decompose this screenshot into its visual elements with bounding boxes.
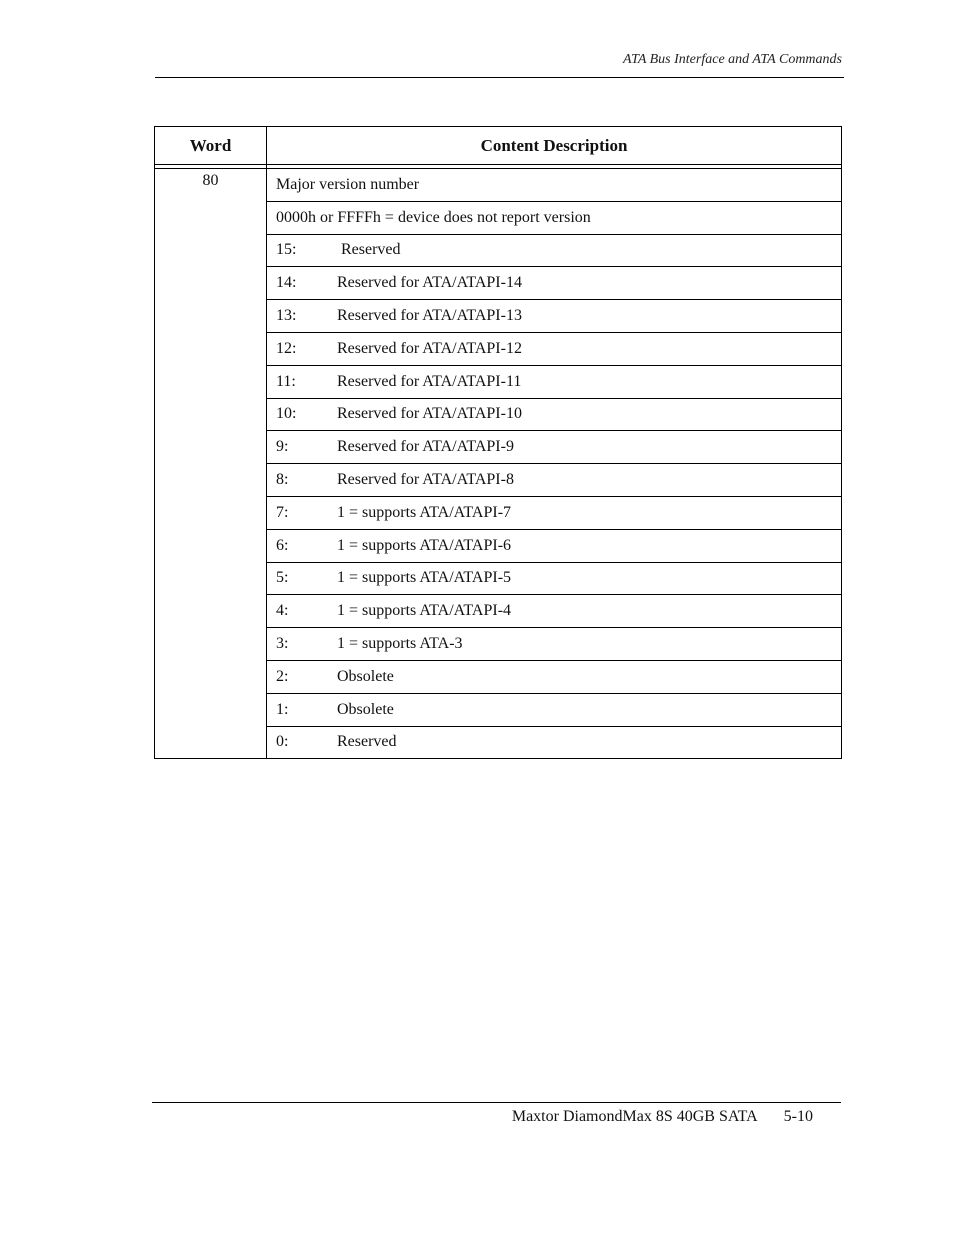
bit-number: 13: [276, 307, 297, 325]
footer-rule [152, 1102, 841, 1103]
bit-number: 8: [276, 471, 289, 489]
description-text: Major version number [276, 175, 420, 193]
description-cell [267, 332, 842, 365]
description-cell [267, 529, 842, 562]
word-number: 80 [155, 169, 267, 759]
description-cell [267, 628, 842, 661]
description-cell [267, 693, 842, 726]
bit-number: 6: [276, 536, 289, 554]
description-text: Reserved for ATA/ATAPI-14 [337, 274, 522, 292]
description-text: Reserved for ATA/ATAPI-11 [337, 372, 522, 390]
description-cell [267, 201, 842, 234]
description-text: 1 = supports ATA-3 [337, 635, 463, 653]
bit-number: 11: [276, 372, 296, 390]
bit-number: 15: [276, 241, 297, 259]
description-text: 1 = supports ATA/ATAPI-4 [337, 602, 512, 620]
description-cell [267, 464, 842, 497]
bit-number: 5: [276, 569, 289, 587]
page-number: 5-10 [783, 1108, 813, 1125]
header-rule [155, 77, 844, 78]
description-text: Reserved for ATA/ATAPI-8 [337, 471, 514, 489]
running-header: ATA Bus Interface and ATA Commands [623, 52, 842, 67]
description-text: Obsolete [337, 700, 394, 718]
description-text: Reserved for ATA/ATAPI-9 [337, 438, 514, 456]
description-text: Obsolete [337, 667, 394, 685]
column-header-word: Word [155, 127, 267, 165]
description-text: Reserved [337, 241, 401, 259]
bit-number: 1: [276, 700, 289, 718]
bit-number: 14: [276, 274, 297, 292]
description-cell [267, 562, 842, 595]
footer-product: Maxtor DiamondMax 8S 40GB SATA [511, 1108, 758, 1125]
bit-number: 12: [276, 339, 297, 357]
bit-number: 7: [276, 503, 289, 521]
description-cell [267, 169, 842, 202]
description-text: 1 = supports ATA/ATAPI-5 [337, 569, 512, 587]
description-text: 1 = supports ATA/ATAPI-7 [337, 503, 512, 521]
description-cell [267, 398, 842, 431]
bit-number: 9: [276, 438, 289, 456]
description-cell [267, 365, 842, 398]
description-cell [267, 726, 842, 759]
bit-number: 3: [276, 635, 289, 653]
description-cell [267, 267, 842, 300]
column-header-description: Content Description [267, 127, 842, 165]
description-text: Reserved for ATA/ATAPI-12 [337, 339, 522, 357]
description-text: Reserved for ATA/ATAPI-13 [337, 307, 522, 325]
description-cell [267, 431, 842, 464]
table-row [155, 169, 842, 202]
page-footer [512, 1108, 813, 1126]
bit-number: 2: [276, 667, 289, 685]
description-text: Reserved for ATA/ATAPI-10 [337, 405, 522, 423]
description-text: 0000h or FFFFh = device does not report version [276, 208, 591, 226]
description-text: 1 = supports ATA/ATAPI-6 [337, 536, 512, 554]
description-cell [267, 300, 842, 333]
identify-word-table [154, 126, 842, 759]
bit-number: 10: [276, 405, 297, 423]
description-cell [267, 595, 842, 628]
description-cell [267, 234, 842, 267]
bit-number: 4: [276, 602, 289, 620]
bit-number: 0: [276, 733, 289, 751]
description-cell [267, 660, 842, 693]
description-cell [267, 496, 842, 529]
description-text: Reserved [337, 733, 397, 751]
